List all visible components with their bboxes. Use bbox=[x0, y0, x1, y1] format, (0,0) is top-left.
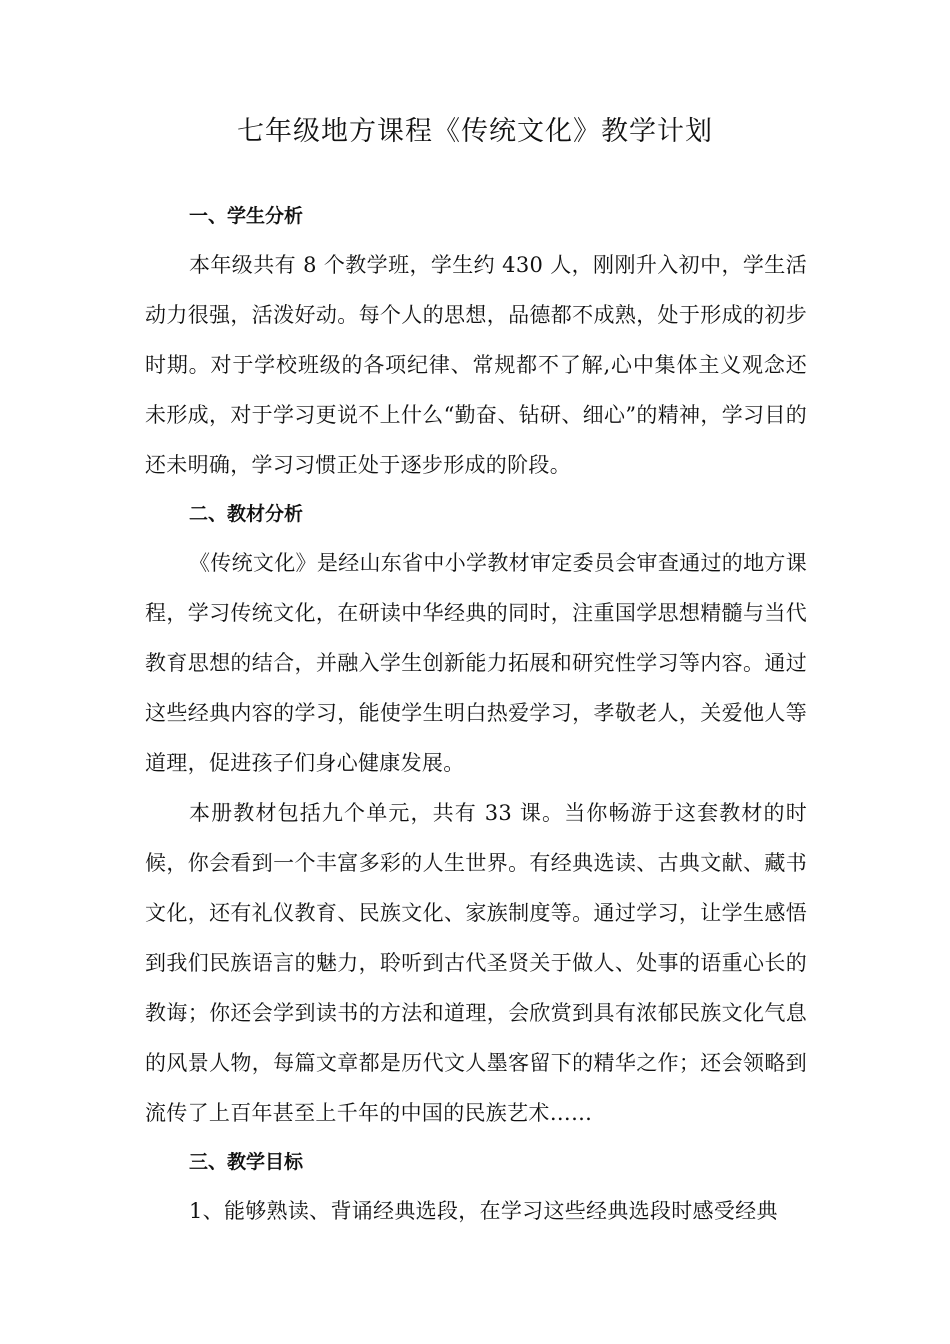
section-textbook-analysis bbox=[145, 490, 807, 1138]
paragraph: 《传统文化》是经山东省中小学教材审定委员会审查通过的地方课程，学习传统文化，在研读中华经典的同时，注重国学思想精髓与当代教育思想的结合，并融入学生创新能力拓展和研究性学习等内容。通过这些经典内容的学习，能使学生明白热爱学习，孝敬老人，关爱他人等道理，促进孩子们身心健康发展。 bbox=[145, 551, 807, 775]
section-student-analysis bbox=[145, 192, 807, 490]
section-heading: 三、教学目标 bbox=[189, 1151, 304, 1173]
paragraph: 本年级共有 8 个教学班，学生约 430 人，刚刚升入初中，学生活动力很强，活泼好动。每个人的思想，品德都不成熟，处于形成的初步时期。对于学校班级的各项纪律、常规都不了解,心中集体主义观念还未形成，对于学习更说不上什么“勤奋、钻研、细心”的精神，学习目的还未明确，学习习惯正处于逐步形成的阶段。 bbox=[145, 253, 807, 477]
section-heading: 一、学生分析 bbox=[189, 205, 304, 227]
document-body bbox=[145, 192, 807, 1236]
paragraph: 1、能够熟读、背诵经典选段，在学习这些经典选段时感受经典 bbox=[189, 1199, 778, 1223]
section-heading: 二、教材分析 bbox=[189, 503, 304, 525]
section-teaching-goals bbox=[145, 1138, 807, 1236]
paragraph: 本册教材包括九个单元，共有 33 课。当你畅游于这套教材的时候，你会看到一个丰富多彩的人生世界。有经典选读、古典文献、藏书文化，还有礼仪教育、民族文化、家族制度等。通过学习，让学生感悟到我们民族语言的魅力，聆听到古代圣贤关于做人、处事的语重心长的教诲；你还会学到读书的方法和道理，会欣赏到具有浓郁民族文化气息的风景人物，每篇文章都是历代文人墨客留下的精华之作；还会领略到流传了上百年甚至上千年的中国的民族艺术…… bbox=[145, 801, 807, 1125]
document-title: 七年级地方课程《传统文化》教学计划 bbox=[237, 116, 713, 147]
